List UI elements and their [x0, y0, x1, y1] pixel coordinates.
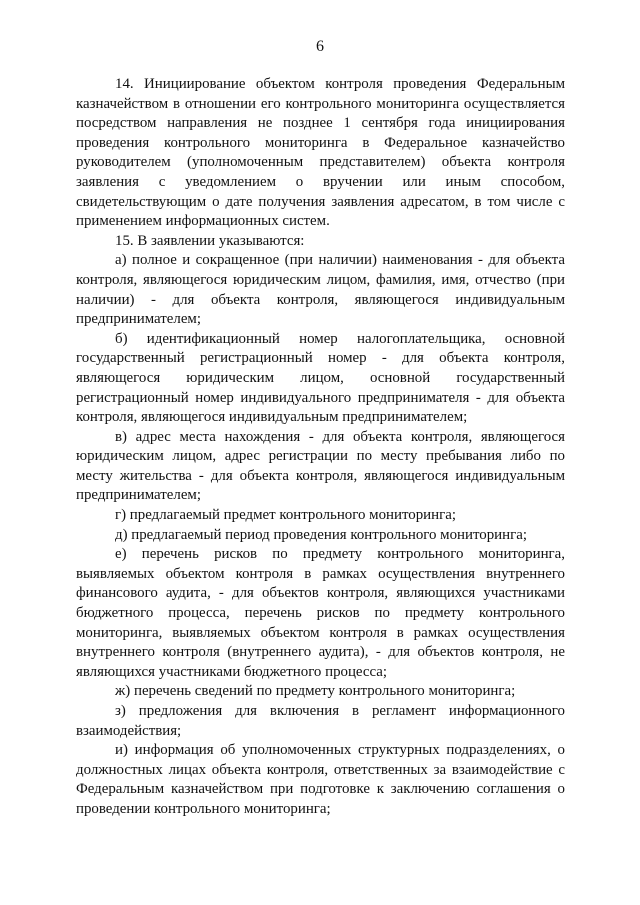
list-item-e: е) перечень рисков по предмету контрольного мониторинга, выявляемых объектом контроля в рамках осуществления внутреннего финансового аудита, - для объектов контроля, являющихся участниками бюджетного процесса, перечень рисков по предмету контрольного мониторинга, выявляемых объектом контроля в рамках осуществления внутреннего контроля (внутреннего аудита), - для объектов контроля, не являющихся участниками бюджетного процесса; [76, 546, 565, 680]
list-item-b: б) идентификационный номер налогоплательщика, основной государственный регистрационный номер - для объекта контроля, являющегося юридическим лицом, основной государственный регистрационный номер индивидуального предпринимателя - для объекта контроля, являющегося индивидуальным предпринимателем; [76, 330, 565, 426]
list-item-zh: ж) перечень сведений по предмету контрольного мониторинга; [115, 683, 516, 700]
list-item-d: д) предлагаемый период проведения контрольного мониторинга; [115, 526, 527, 543]
paragraph-14: 14. Инициирование объектом контроля проведения Федеральным казначейством в отношении его контрольного мониторинга осуществляется посредством направления не позднее 1 сентября года инициирования проведения контрольного мониторинга в Федеральное казначейство руководителем (уполномоченным представителем) объекта контроля заявления с уведомлением о вручении или иным способом, свидетельствующим о дате получения заявления адресатом, в том числе с применением информационных систем. [76, 76, 565, 230]
list-item-i: и) информация об уполномоченных структурных подразделениях, о должностных лицах объекта контроля, ответственных за взаимодействие с Федеральным казначейством при подготовке к заключению соглашения о проведении контрольного мониторинга; [76, 742, 565, 817]
document-body [76, 75, 565, 820]
list-item-z: з) предложения для включения в регламент информационного взаимодействия; [76, 703, 565, 739]
page-number: 6 [316, 38, 324, 55]
list-item-g: г) предлагаемый предмет контрольного мониторинга; [115, 507, 456, 524]
list-item-v: в) адрес места нахождения - для объекта контроля, являющегося юридическим лицом, адрес регистрации по месту пребывания либо по месту жительства - для объекта контроля, являющегося индивидуальным предпринимателем; [76, 428, 565, 504]
list-item-a: а) полное и сокращенное (при наличии) наименования - для объекта контроля, являющегося юридическим лицом, фамилия, имя, отчество (при наличии) - для объекта контроля, являющегося индивидуальным предпринимателем; [76, 252, 565, 328]
paragraph-15: 15. В заявлении указываются: [115, 232, 305, 249]
